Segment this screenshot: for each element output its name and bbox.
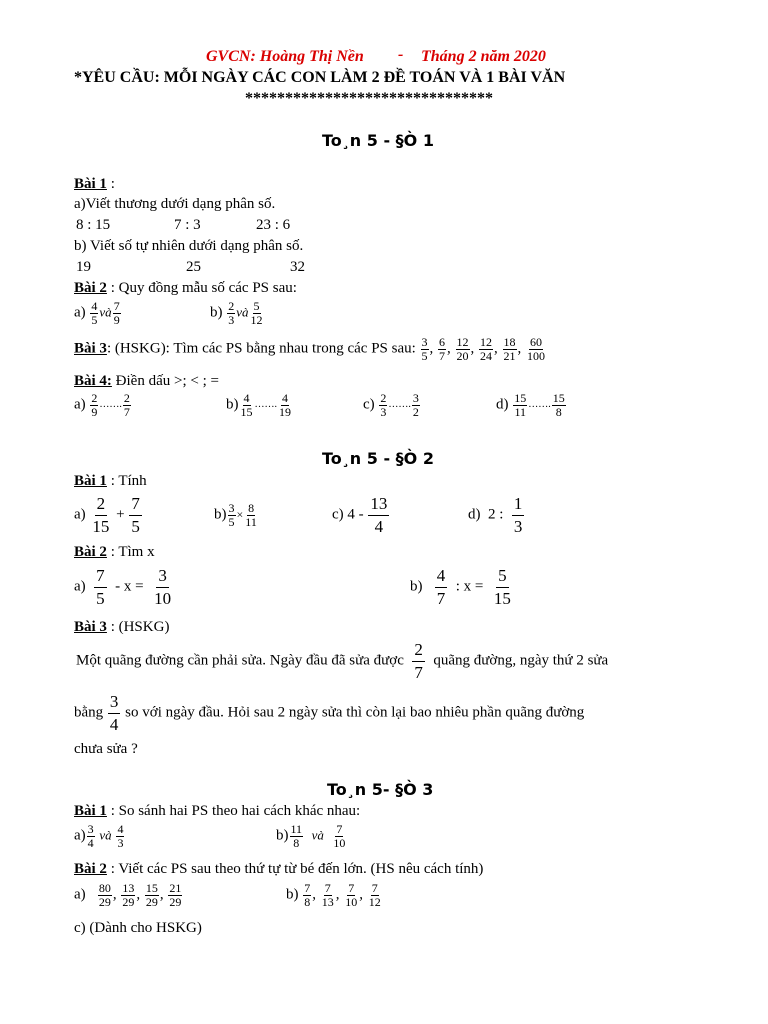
operator: × [236,507,244,522]
fraction: $\frac{6}{7}$ [439,335,446,363]
fraction: $\frac{2}{7}$ [123,391,130,419]
fraction: $\frac{3}{4}$ [87,822,94,850]
de2-bai2-b [410,566,514,608]
item-label: a) [74,506,86,523]
de1-title: To¸n 5 - §Ò 1 [322,131,434,150]
de3-bai1-b [276,823,347,849]
de3-bai2-label: Bài 2 [74,861,107,877]
item-label: b) [286,886,299,903]
de2-bai1-d [468,494,525,536]
de1-bai3: Bài 3: (HSKG): Tìm các PS bằng nhau trong các PS sau: $\frac{3}{5}$ , $\frac{6}{7}$ , $\frac{12}{20}$ , $\frac{12}{24}$ , $\frac{18}{21}$ , $\frac{60}{100}$ [74,335,546,363]
fraction: $\frac{3}{5}$ [228,501,235,529]
and-word: và [236,304,249,320]
de3-bai2-b: b) $\frac{7}{8}$ , $\frac{7}{13}$ , $\frac{7}{10}$ , $\frac{7}{12}$ [286,881,381,909]
fraction: $\frac{3}{4}$ [109,692,119,734]
de2-bai3-line2 [74,692,584,734]
fraction: $\frac{21}{29}$ [169,881,182,909]
de1-bai4-text: Điền dấu >; < ; = [111,373,219,389]
de2-bai2-a [74,566,174,608]
item-label: c) [363,396,375,413]
fraction: $\frac{7}{5}$ [96,566,105,608]
item-label: b) [276,827,289,844]
de2-bai3-heading [74,620,169,635]
problem-text: Một quãng đường cần phải sửa. Ngày đầu đã sửa được [76,652,404,669]
de1-bai4-label: Bài 4: [74,373,112,389]
fraction: $\frac{13}{29}$ [122,881,135,909]
fraction: $\frac{7}{13}$ [321,881,334,909]
header-separator: - [398,46,404,63]
de1-bai1-heading [74,177,115,192]
fraction: $\frac{11}{8}$ [290,822,303,850]
blank-dots: ……. [388,399,411,411]
and-word: và [99,304,112,320]
de2-bai3-label: Bài 3 [74,619,107,635]
blank-dots: ……. [528,399,551,411]
star-divider: ******************************* [245,90,493,107]
de3-bai1-label: Bài 1 [74,803,107,819]
de1-bai2-b [210,300,265,326]
fraction: $\frac{2}{7}$ [414,640,423,682]
de1-bai1-b-item: 19 [76,259,91,275]
de3-bai2-heading [74,862,483,877]
de3-title: To¸n 5- §Ò 3 [327,780,434,799]
de3-bai1-heading [74,804,360,819]
de2-bai1-text: : Tính [106,473,147,489]
de1-bai4-b [226,392,293,418]
problem-text: so với ngày đầu. Hỏi sau 2 ngày sửa thì còn lại bao nhiêu phần quãng đường [125,704,585,721]
de1-bai1-colon: : [106,176,115,192]
fraction: $\frac{1}{3}$ [513,494,523,536]
item-label: a) [74,886,86,903]
fraction: $\frac{2}{9}$ [91,391,98,419]
de1-bai2-heading [74,281,297,296]
de2-bai3-line3: chưa sửa ? [74,741,138,757]
fraction: $\frac{3}{2}$ [412,391,419,419]
fraction: $\frac{18}{21}$ [503,335,516,363]
de2-bai1-c [332,494,390,536]
de3-bai1-text: : So sánh hai PS theo hai cách khác nhau: [106,803,361,819]
item-label: b) [210,304,223,321]
de1-bai1-b-text: b) Viết số tự nhiên dưới dạng phân số. [74,238,304,254]
de1-bai1-a-item: 7 : 3 [174,217,201,233]
fraction: $\frac{60}{100}$ [527,335,546,363]
fraction: $\frac{15}{29}$ [145,881,158,909]
fraction: $\frac{80}{29}$ [98,881,111,909]
de2-bai1-label: Bài 1 [74,473,107,489]
fraction: $\frac{4}{7}$ [436,566,446,608]
de2-bai1-a [74,494,143,536]
de1-bai3-text: : (HSKG): Tìm các PS bằng nhau trong các PS sau: [106,340,416,357]
de1-bai1-b-item: 32 [290,259,305,275]
fraction: $\frac{5}{15}$ [493,566,511,608]
fraction: $\frac{2}{15}$ [92,494,110,536]
fraction: $\frac{7}{8}$ [304,881,311,909]
fraction: $\frac{5}{12}$ [250,299,263,327]
de1-bai4-c [363,392,421,418]
item-label: a) [74,396,86,413]
fraction: $\frac{13}{4}$ [370,494,388,536]
item-label: a) [74,578,86,595]
item-label: a) [74,827,86,844]
de1-bai4-d [496,392,567,418]
expression: - x = [115,578,144,595]
fraction: $\frac{7}{5}$ [131,494,140,536]
requirement-line: *YÊU CẦU: MỖI NGÀY CÁC CON LÀM 2 ĐỀ TOÁN VÀ 1 BÀI VĂN [74,69,566,86]
fraction: $\frac{15}{11}$ [514,391,527,419]
fraction: $\frac{2}{3}$ [228,299,235,327]
de1-bai4-heading [74,374,219,389]
de1-bai1-b-item: 25 [186,259,201,275]
item-label: a) [74,304,86,321]
de1-bai2-label: Bài 2 [74,280,107,296]
fraction: $\frac{7}{9}$ [113,299,120,327]
blank-dots: ……. [254,399,277,411]
and-word: và [311,827,324,843]
de2-title: To¸n 5 - §Ò 2 [322,449,434,468]
expression: : x = [455,578,484,595]
fraction: $\frac{15}{8}$ [552,391,565,419]
de2-bai2-text: : Tìm x [106,544,155,560]
de1-bai1-a-item: 23 : 6 [256,217,291,233]
fraction: $\frac{4}{19}$ [279,391,291,419]
and-word: và [99,827,112,843]
de3-bai2-a: a) $\frac{80}{29}$ , $\frac{13}{29}$ , $\frac{15}{29}$ , $\frac{21}{29}$ [74,881,182,909]
de2-bai1-heading [74,474,147,489]
fraction: $\frac{7}{12}$ [368,881,381,909]
blank-dots: ……. [99,399,122,411]
de2-bai3-text: : (HSKG) [106,619,170,635]
fraction: $\frac{3}{5}$ [421,335,428,363]
de1-bai4-a [74,392,132,418]
item-label: b) [226,396,239,413]
de3-bai2-c: c) (Dành cho HSKG) [74,920,202,936]
de1-bai2-text: : Quy đồng mẫu số các PS sau: [106,280,297,296]
expression: 2 : [488,506,504,523]
de1-bai1-label: Bài 1 [74,176,107,192]
fraction: $\frac{12}{20}$ [456,335,469,363]
problem-text: bằng [74,704,104,721]
header-date: Tháng 2 năm 2020 [421,48,546,65]
de1-bai2-a [74,300,122,326]
de2-bai1-b [214,502,259,528]
de2-bai2-heading [74,545,155,560]
de1-bai3-label: Bài 3 [74,340,107,357]
de3-bai1-a [74,823,125,849]
teacher-name: GVCN: Hoàng Thị Nền [206,48,364,65]
item-label: b) [214,506,227,523]
fraction: $\frac{7}{10}$ [345,881,358,909]
fraction: $\frac{3}{10}$ [154,566,172,608]
item-label: d) [468,506,481,523]
fraction: $\frac{8}{11}$ [245,501,257,529]
de1-bai1-a-text: a)Viết thương dưới dạng phân số. [74,196,276,212]
item-label: d) [496,396,509,413]
de1-bai1-a-item: 8 : 15 [76,217,111,233]
fraction: $\frac{4}{15}$ [240,391,253,419]
operator: + [116,506,125,523]
fraction: $\frac{4}{3}$ [117,822,124,850]
item-label: b) [410,578,423,595]
de2-bai2-label: Bài 2 [74,544,107,560]
fraction: $\frac{12}{24}$ [480,335,493,363]
de3-bai2-text: : Viết các PS sau theo thứ tự từ bé đến lớn. (HS nêu cách tính) [106,861,484,877]
fraction: $\frac{2}{3}$ [380,391,387,419]
fraction: $\frac{7}{10}$ [333,822,346,850]
de2-bai3-line1 [76,640,608,682]
fraction: $\frac{4}{5}$ [91,299,98,327]
problem-text: quãng đường, ngày thứ 2 sửa [433,652,609,669]
item-label: c) 4 - [332,506,364,523]
